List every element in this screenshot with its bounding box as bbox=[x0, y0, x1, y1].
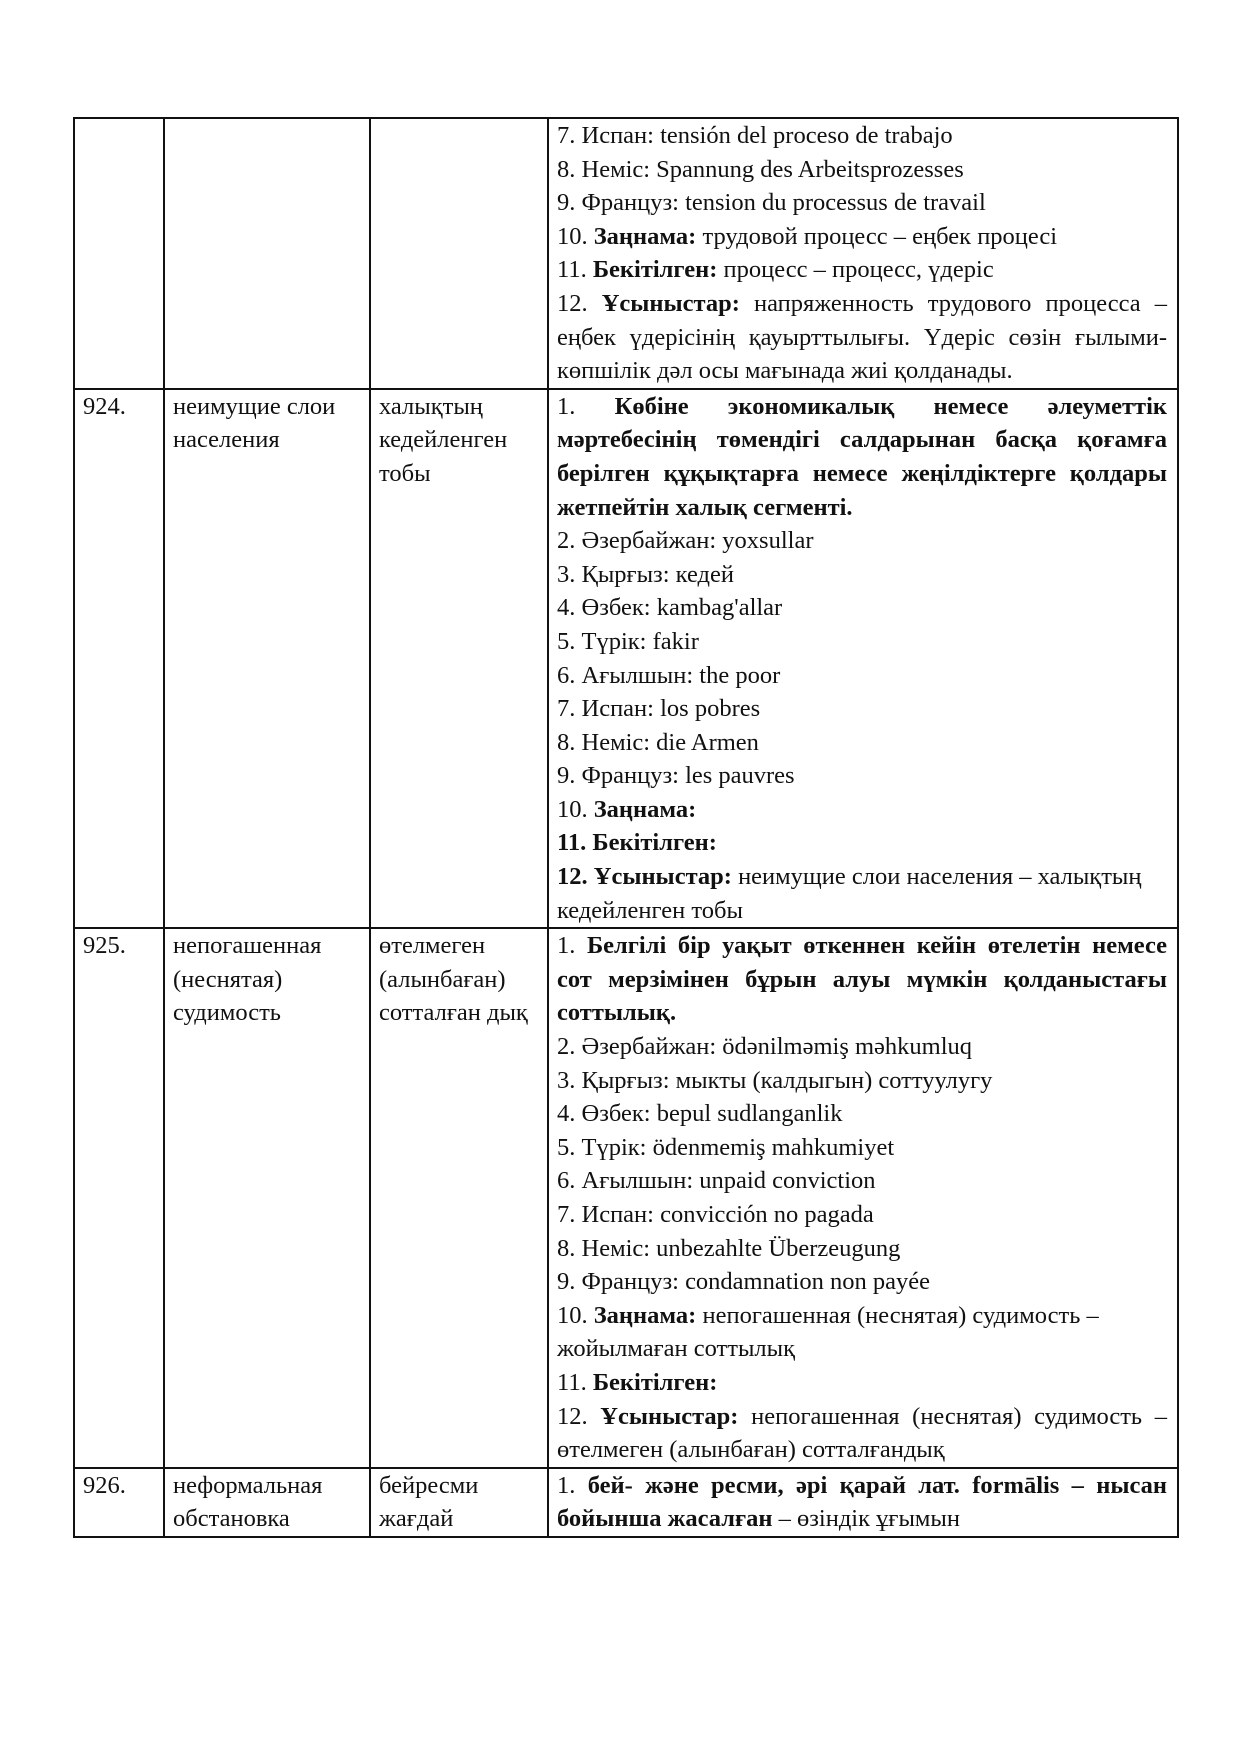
term-kazakh: өтелмеген (алынбаған) сотталған дық bbox=[370, 928, 548, 1468]
approved-line: 11. Бекітілген: процесс – процесс, үдеріс bbox=[557, 256, 994, 284]
translation-line: 4. Өзбек: kambag'allar bbox=[557, 594, 783, 622]
translation-line: 8. Неміс: Spannung des Arbeitsprozesses bbox=[557, 155, 964, 183]
legislation-line: 10. Заңнама: bbox=[557, 795, 697, 823]
translation-line: 7. Испан: tensión del proceso de trabajo bbox=[557, 122, 953, 149]
table-row bbox=[74, 389, 1178, 929]
term-details bbox=[548, 1468, 1178, 1537]
definition-line: 1. Белгілі бір уақыт өткеннен кейін өтелетін немесе сот мерзімінен бұрын алуы мүмкін қолданыстағы соттылық. bbox=[557, 932, 1167, 1027]
approved-line: 11. Бекітілген: bbox=[557, 1368, 718, 1396]
recommendation-line: 12. Ұсыныстар: напряженность трудового процесса – еңбек үдерісінің қауырттылығы. Үдеріс сөзін ғылыми-көпшілік дәл осы мағынада жиі қолданады. bbox=[557, 289, 1168, 385]
translation-line: 6. Ағылшын: unpaid conviction bbox=[557, 1167, 876, 1195]
table-row bbox=[74, 928, 1178, 1468]
term-kazakh: бейресми жағдай bbox=[370, 1468, 548, 1537]
recommendation-line: 12. Ұсыныстар: непогашенная (неснятая) судимость – өтелмеген (алынбаған) сотталғандық bbox=[557, 1402, 1167, 1464]
translation-line: 8. Неміс: die Armen bbox=[557, 728, 759, 756]
translation-line: 9. Француз: tension du processus de travail bbox=[557, 189, 986, 217]
translation-line: 9. Француз: condamnation non payée bbox=[557, 1268, 930, 1296]
term-details bbox=[548, 118, 1178, 389]
translation-line: 4. Өзбек: bepul sudlanganlik bbox=[557, 1100, 843, 1128]
legislation-line: 10. Заңнама: трудовой процесс – еңбек процесі bbox=[557, 222, 1058, 250]
translation-line: 6. Ағылшын: the poor bbox=[557, 661, 781, 689]
term-details bbox=[548, 389, 1178, 929]
table-row bbox=[74, 1468, 1178, 1537]
term-details bbox=[548, 928, 1178, 1468]
translation-line: 5. Түрік: fakir bbox=[557, 627, 699, 655]
translation-line: 8. Неміс: unbezahlte Überzeugung bbox=[557, 1234, 901, 1262]
translation-line: 7. Испан: convicción no pagada bbox=[557, 1201, 874, 1228]
translation-line: 3. Қырғыз: мыкты (калдыгын) соттуулугу bbox=[557, 1066, 993, 1094]
translation-line: 9. Француз: les pauvres bbox=[557, 762, 795, 790]
term-kazakh bbox=[370, 118, 548, 389]
translation-line: 5. Түрік: ödenmemiş mahkumiyet bbox=[557, 1133, 895, 1161]
entry-number: 925. bbox=[74, 928, 164, 1468]
term-russian: непогашенная (неснятая) судимость bbox=[164, 928, 370, 1468]
translation-line: 2. Әзербайжан: yoxsullar bbox=[557, 527, 814, 555]
approved-line: 11. Бекітілген: bbox=[557, 829, 717, 857]
entry-number: 924. bbox=[74, 389, 164, 929]
translation-line: 7. Испан: los pobres bbox=[557, 695, 761, 723]
term-russian: неимущие слои населения bbox=[164, 389, 370, 929]
definition-line: 1. Көбіне экономикалық немесе әлеуметтік мәртебесінің төмендігі салдарынан басқа қоғамға берілген құқықтарға немесе жеңілдіктерге қолдары жетпейтін халық сегменті. bbox=[557, 392, 1167, 521]
translation-line: 3. Қырғыз: кедей bbox=[557, 560, 734, 588]
entry-number: 926. bbox=[74, 1468, 164, 1537]
term-russian bbox=[164, 118, 370, 389]
glossary-table bbox=[73, 117, 1179, 1538]
table-row bbox=[74, 118, 1178, 389]
entry-number bbox=[74, 118, 164, 389]
translation-line: 2. Әзербайжан: ödənilməmiş məhkumluq bbox=[557, 1033, 973, 1061]
term-kazakh: халықтың кедейленген тобы bbox=[370, 389, 548, 929]
legislation-line: 10. Заңнама: непогашенная (неснятая) судимость – жойылмаған соттылық bbox=[557, 1301, 1099, 1363]
recommendation-line: 12. Ұсыныстар: неимущие слои населения – халықтың кедейленген тобы bbox=[557, 863, 1142, 924]
term-russian: неформальная обстановка bbox=[164, 1468, 370, 1537]
definition-line: 1. бей- және ресми, әрі қарай лат. formālis – нысан бойынша жасалған – өзіндік ұғымын bbox=[557, 1471, 1168, 1533]
